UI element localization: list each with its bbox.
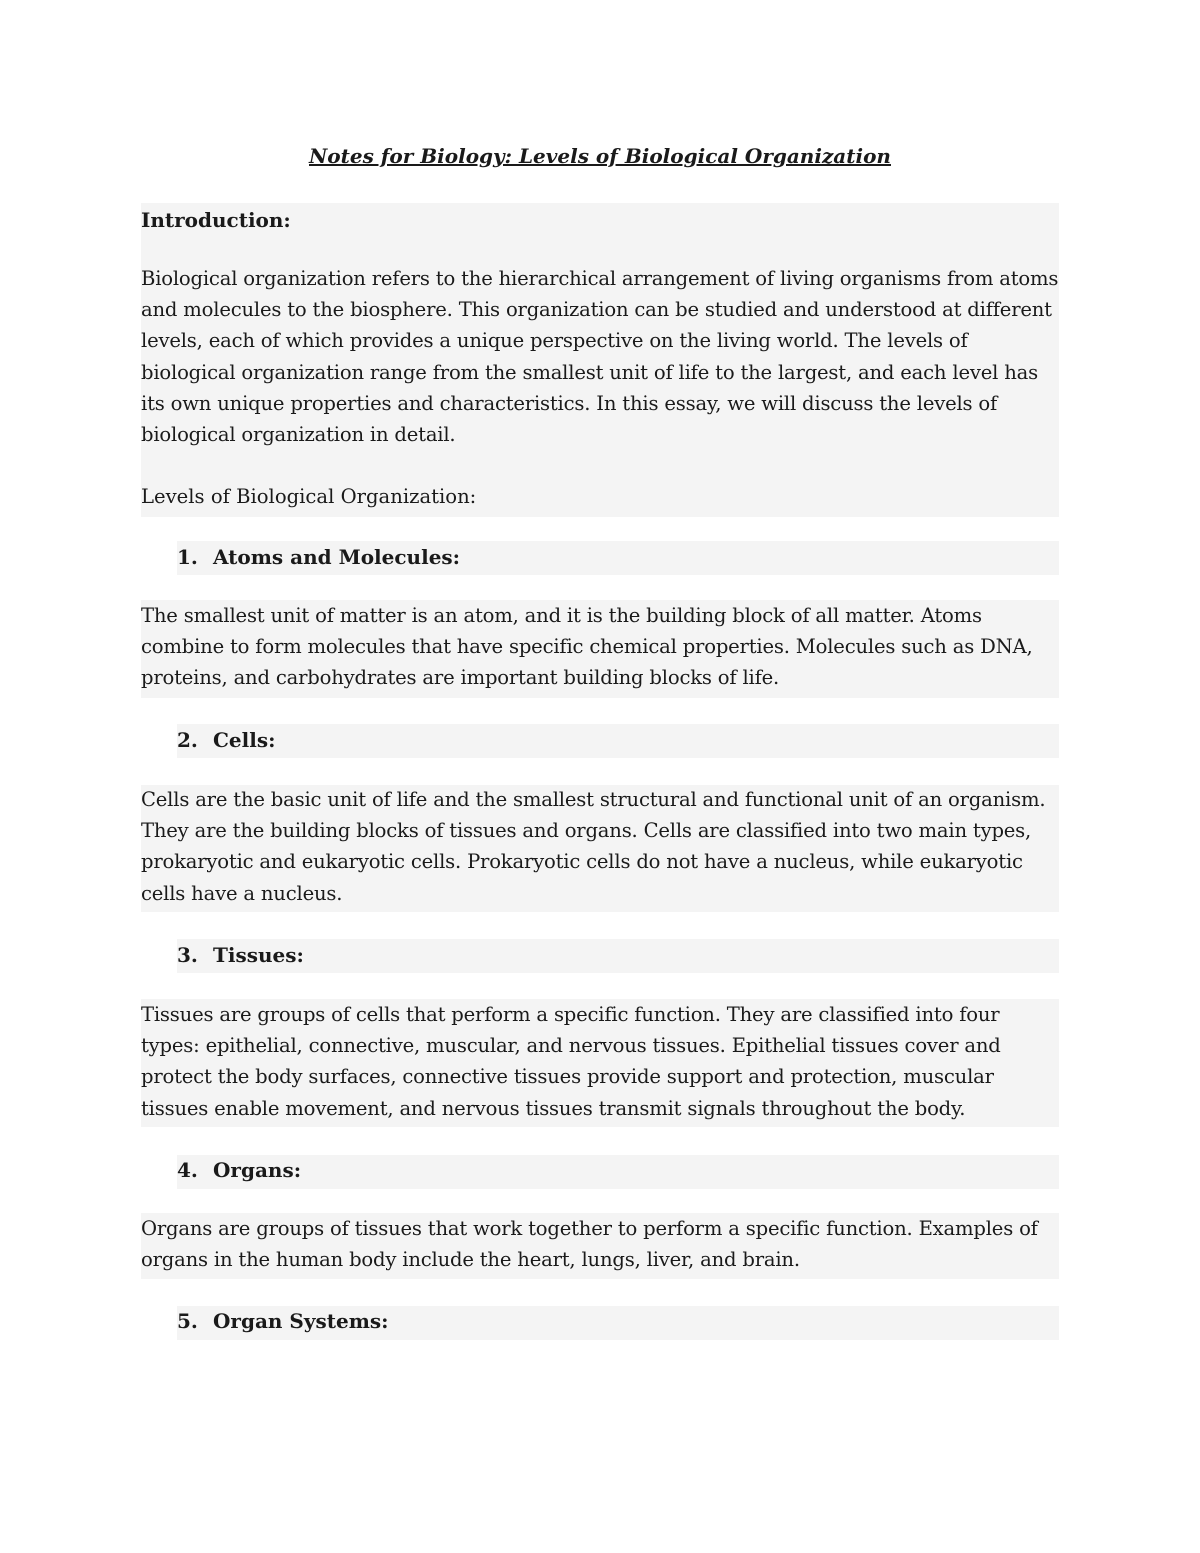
intro-heading: Introduction: bbox=[141, 208, 291, 232]
section-2-heading-shading bbox=[177, 724, 1059, 758]
section-5-heading bbox=[177, 1305, 389, 1337]
section-4-title: Organs: bbox=[213, 1158, 302, 1182]
section-1-body: The smallest unit of matter is an atom, and it is the building block of all matter. Atoms combine to form molecules that have specific chemical properties. Molecules such as DNA, proteins, and carbohydrates are important building blocks of life. bbox=[141, 604, 1033, 690]
section-1-title: Atoms and Molecules: bbox=[213, 545, 461, 569]
section-3-heading-shading bbox=[177, 939, 1059, 973]
section-3-title: Tissues: bbox=[213, 943, 304, 967]
section-1-heading bbox=[177, 541, 460, 573]
section-3-body: Tissues are groups of cells that perform a specific function. They are classified into four types: epithelial, connective, muscular, and nervous tissues. Epithelial tissues cover and protect the body surfaces, connective tissues provide support and protection, muscular tissues enable movement, and nervous tissues transmit signals throughout the body. bbox=[141, 1003, 1001, 1120]
levels-label: Levels of Biological Organization: bbox=[141, 485, 477, 508]
section-5-title: Organ Systems: bbox=[213, 1309, 389, 1333]
section-3-number: 3. bbox=[177, 943, 198, 967]
section-3-heading bbox=[177, 939, 304, 971]
section-2-body: Cells are the basic unit of life and the smallest structural and functional unit of an organism. They are the building blocks of tissues and organs. Cells are classified into two main types, prokaryotic and eukaryotic cells. Prokaryotic cells do not have a nucleus, while eukaryotic cells have a nucleus. bbox=[141, 788, 1046, 905]
section-2-number: 2. bbox=[177, 728, 198, 752]
section-4-body: Organs are groups of tissues that work together to perform a specific function. Examples of organs in the human body include the heart, lungs, liver, and brain. bbox=[141, 1217, 1038, 1272]
section-2-title: Cells: bbox=[213, 728, 276, 752]
section-4-heading-shading bbox=[177, 1155, 1059, 1189]
section-2-heading bbox=[177, 724, 275, 756]
document-title: Notes for Biology: Levels of Biological Organization bbox=[309, 144, 891, 168]
section-5-number: 5. bbox=[177, 1309, 198, 1333]
section-4-heading bbox=[177, 1154, 301, 1186]
section-4-number: 4. bbox=[177, 1158, 198, 1182]
section-1-number: 1. bbox=[177, 545, 198, 569]
intro-paragraph: Biological organization refers to the hierarchical arrangement of living organisms from atoms and molecules to the biosphere. This organization can be studied and understood at different levels, each of which provides a unique perspective on the living world. The levels of biological organization range from the smallest unit of life to the largest, and each level has its own unique properties and characteristics. In this essay, we will discuss the levels of biological organization in detail. bbox=[141, 267, 1059, 447]
